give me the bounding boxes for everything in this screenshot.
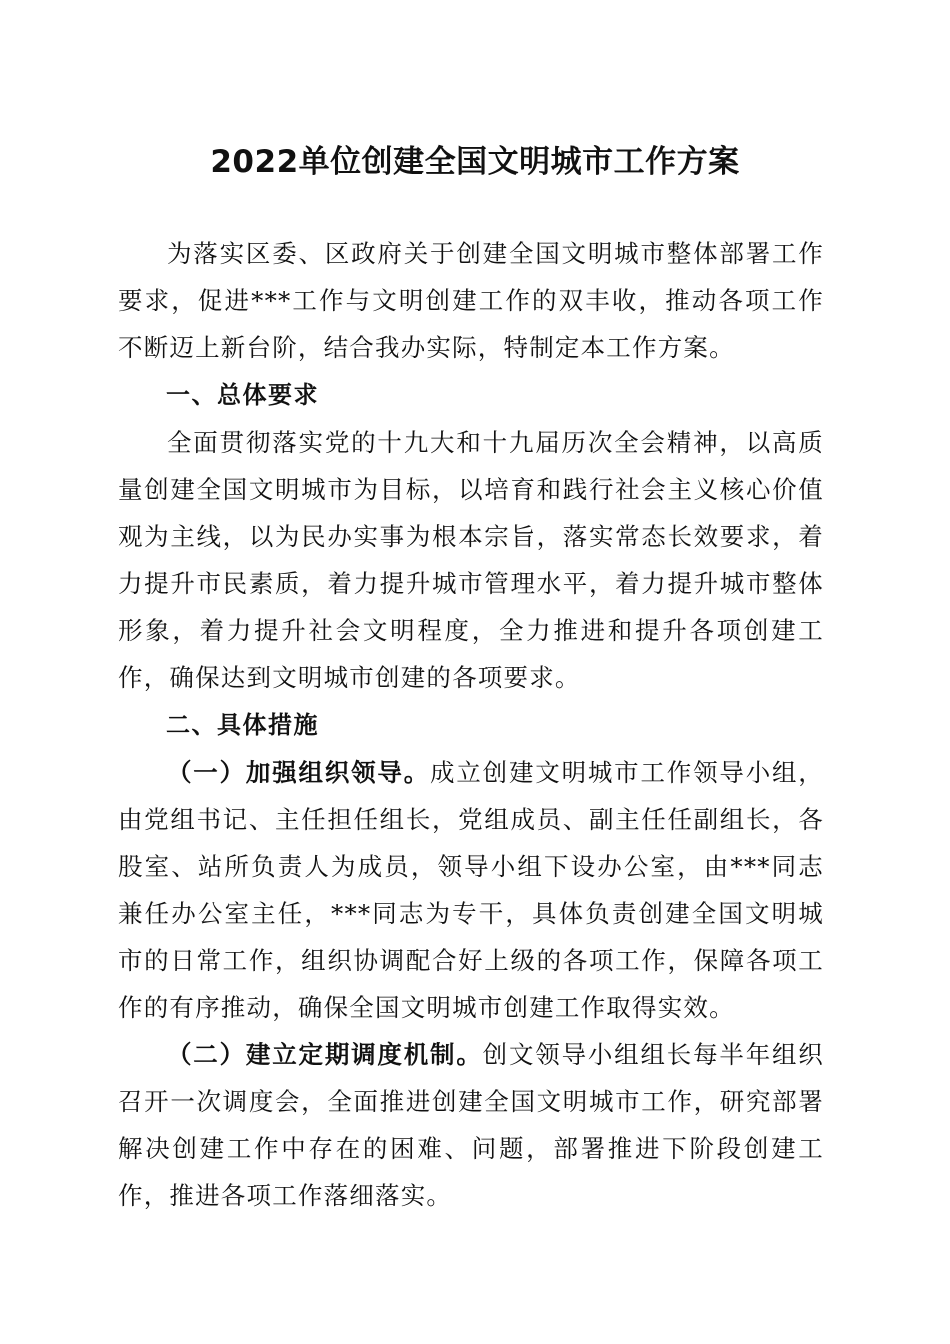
section-heading-general-requirements: 一、总体要求 xyxy=(166,381,319,409)
document-body xyxy=(118,230,824,1219)
intro-paragraph: 为落实区委、区政府关于创建全国文明城市整体部署工作要求，促进***工作与文明创建工作的双丰收，推动各项工作不断迈上新台阶，结合我办实际，特制定本工作方案。 xyxy=(118,239,824,362)
measure-paragraph-organization xyxy=(118,749,824,1031)
measure-title-organization: （一）加强组织领导。 xyxy=(167,758,431,787)
measure-title-scheduling: （二）建立定期调度机制。 xyxy=(167,1040,483,1069)
document-title: 2022单位创建全国文明城市工作方案 xyxy=(210,144,740,180)
measure-body-scheduling: 创文领导小组组长每半年组织召开一次调度会，全面推进创建全国文明城市工作，研究部署解决创建工作中存在的困难、问题，部署推进下阶段创建工作，推进各项工作落细落实。 xyxy=(118,1040,824,1210)
general-requirements-paragraph: 全面贯彻落实党的十九大和十九届历次全会精神，以高质量创建全国文明城市为目标，以培育和践行社会主义核心价值观为主线，以为民办实事为根本宗旨，落实常态长效要求，着力提升市民素质，着力提升城市管理水平，着力提升城市整体形象，着力提升社会文明程度，全力推进和提升各项创建工作，确保达到文明城市创建的各项要求。 xyxy=(118,428,824,692)
measure-body-organization: 成立创建文明城市工作领导小组，由党组书记、主任担任组长，党组成员、副主任任副组长，各股室、站所负责人为成员，领导小组下设办公室，由***同志兼任办公室主任，***同志为专干，具体负责创建全国文明城市的日常工作，组织协调配合好上级的各项工作，保障各项工作的有序推动，确保全国文明城市创建工作取得实效。 xyxy=(118,758,825,1022)
section-heading-specific-measures: 二、具体措施 xyxy=(166,711,319,739)
measure-paragraph-scheduling xyxy=(118,1031,824,1219)
